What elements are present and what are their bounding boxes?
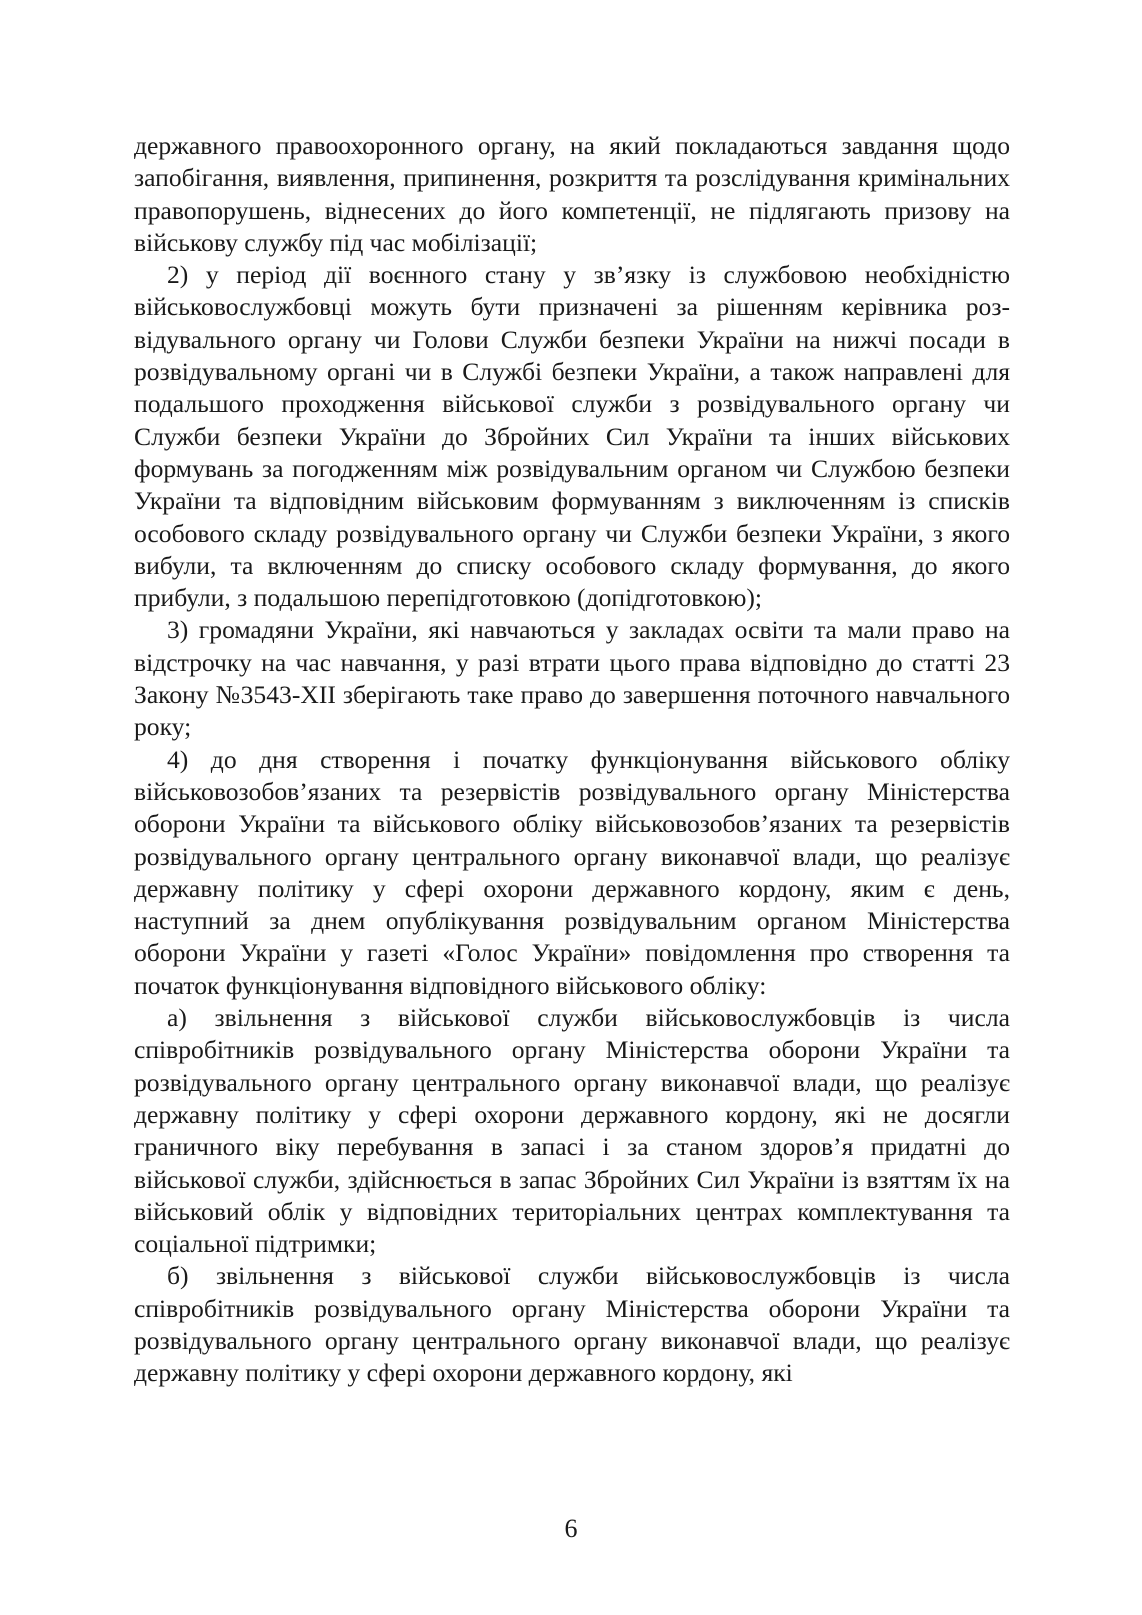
paragraph-subitem-a: а) звільнення з військової служби військовослужбовців із числа співробітників розвідувального органу Міністерства оборони України та розвідувального органу центрального органу виконавчої влади, що реалізує державну політику у сфері охорони державного кордону, які не досягли граничного віку перебування в запасі і за станом здоров’я придатні до військової служби, здійснюється в запас Збройних Сил України із взяттям їх на військовий облік у відповідних територіальних центрах комплектування та соціальної підтримки; bbox=[134, 1003, 1010, 1259]
document-body bbox=[134, 130, 1010, 1390]
paragraph-continuation: державного правоохоронного органу, на який покладаються завдання щодо запобігання, виявлення, припинення, розкриття та розслідування кримінальних правопорушень, віднесених до його компетенції, не підлягають призову на військову службу під час мобілізації; bbox=[134, 131, 1010, 257]
paragraph-item-3: 3) громадяни України, які навчаються у закладах освіти та мали право на відстрочку на час навчання, у разі втрати цього права відповідно до статті 23 Закону №3543-XII зберігають таке право до завершення поточного навчального року; bbox=[134, 615, 1010, 742]
paragraph-subitem-b: б) звільнення з військової служби військовослужбовців із числа співробітників розвідувального органу Міністерства оборони України та розвідувального органу центрального органу виконавчої влади, що реалізує державну політику у сфері охорони державного кордону, які bbox=[134, 1261, 1010, 1388]
paragraph-item-2: 2) у період дії воєнного стану у зв’язку із службовою необхідністю військовослужбовці можуть бути призначені за рішенням керівника розвідувального органу чи Голови Служби безпеки України на нижчі посади в розвідувальному органі чи в Службі безпеки України, а також направлені для подальшого проходження військової служби з розвідувального органу чи Служби безпеки України до Збройних Сил України та інших військових формувань за погодженням між розвідувальним органом чи Службою безпеки України та відповідним військовим формуванням з виключенням із списків особового складу розвідувального органу чи Служби безпеки України, з якого вибули, та включенням до списку особового складу формування, до якого прибули, з подальшою перепідготовкою (допідготовкою); bbox=[134, 260, 1010, 613]
paragraph-item-4: 4) до дня створення і початку функціонування військового обліку військовозобов’язаних та резервістів розвідувального органу Міністерства оборони України та військового обліку військовозобов’язаних та резервістів розвідувального органу центрального органу виконавчої влади, що реалізує державну політику у сфері охорони державного кордону, яким є день, наступний за днем опублікування розвідувальним органом Міністерства оборони України у газеті «Голос України» повідомлення про створення та початок функціонування відповідного військового обліку: bbox=[134, 744, 1010, 1000]
page-number: 6 bbox=[564, 1514, 578, 1543]
